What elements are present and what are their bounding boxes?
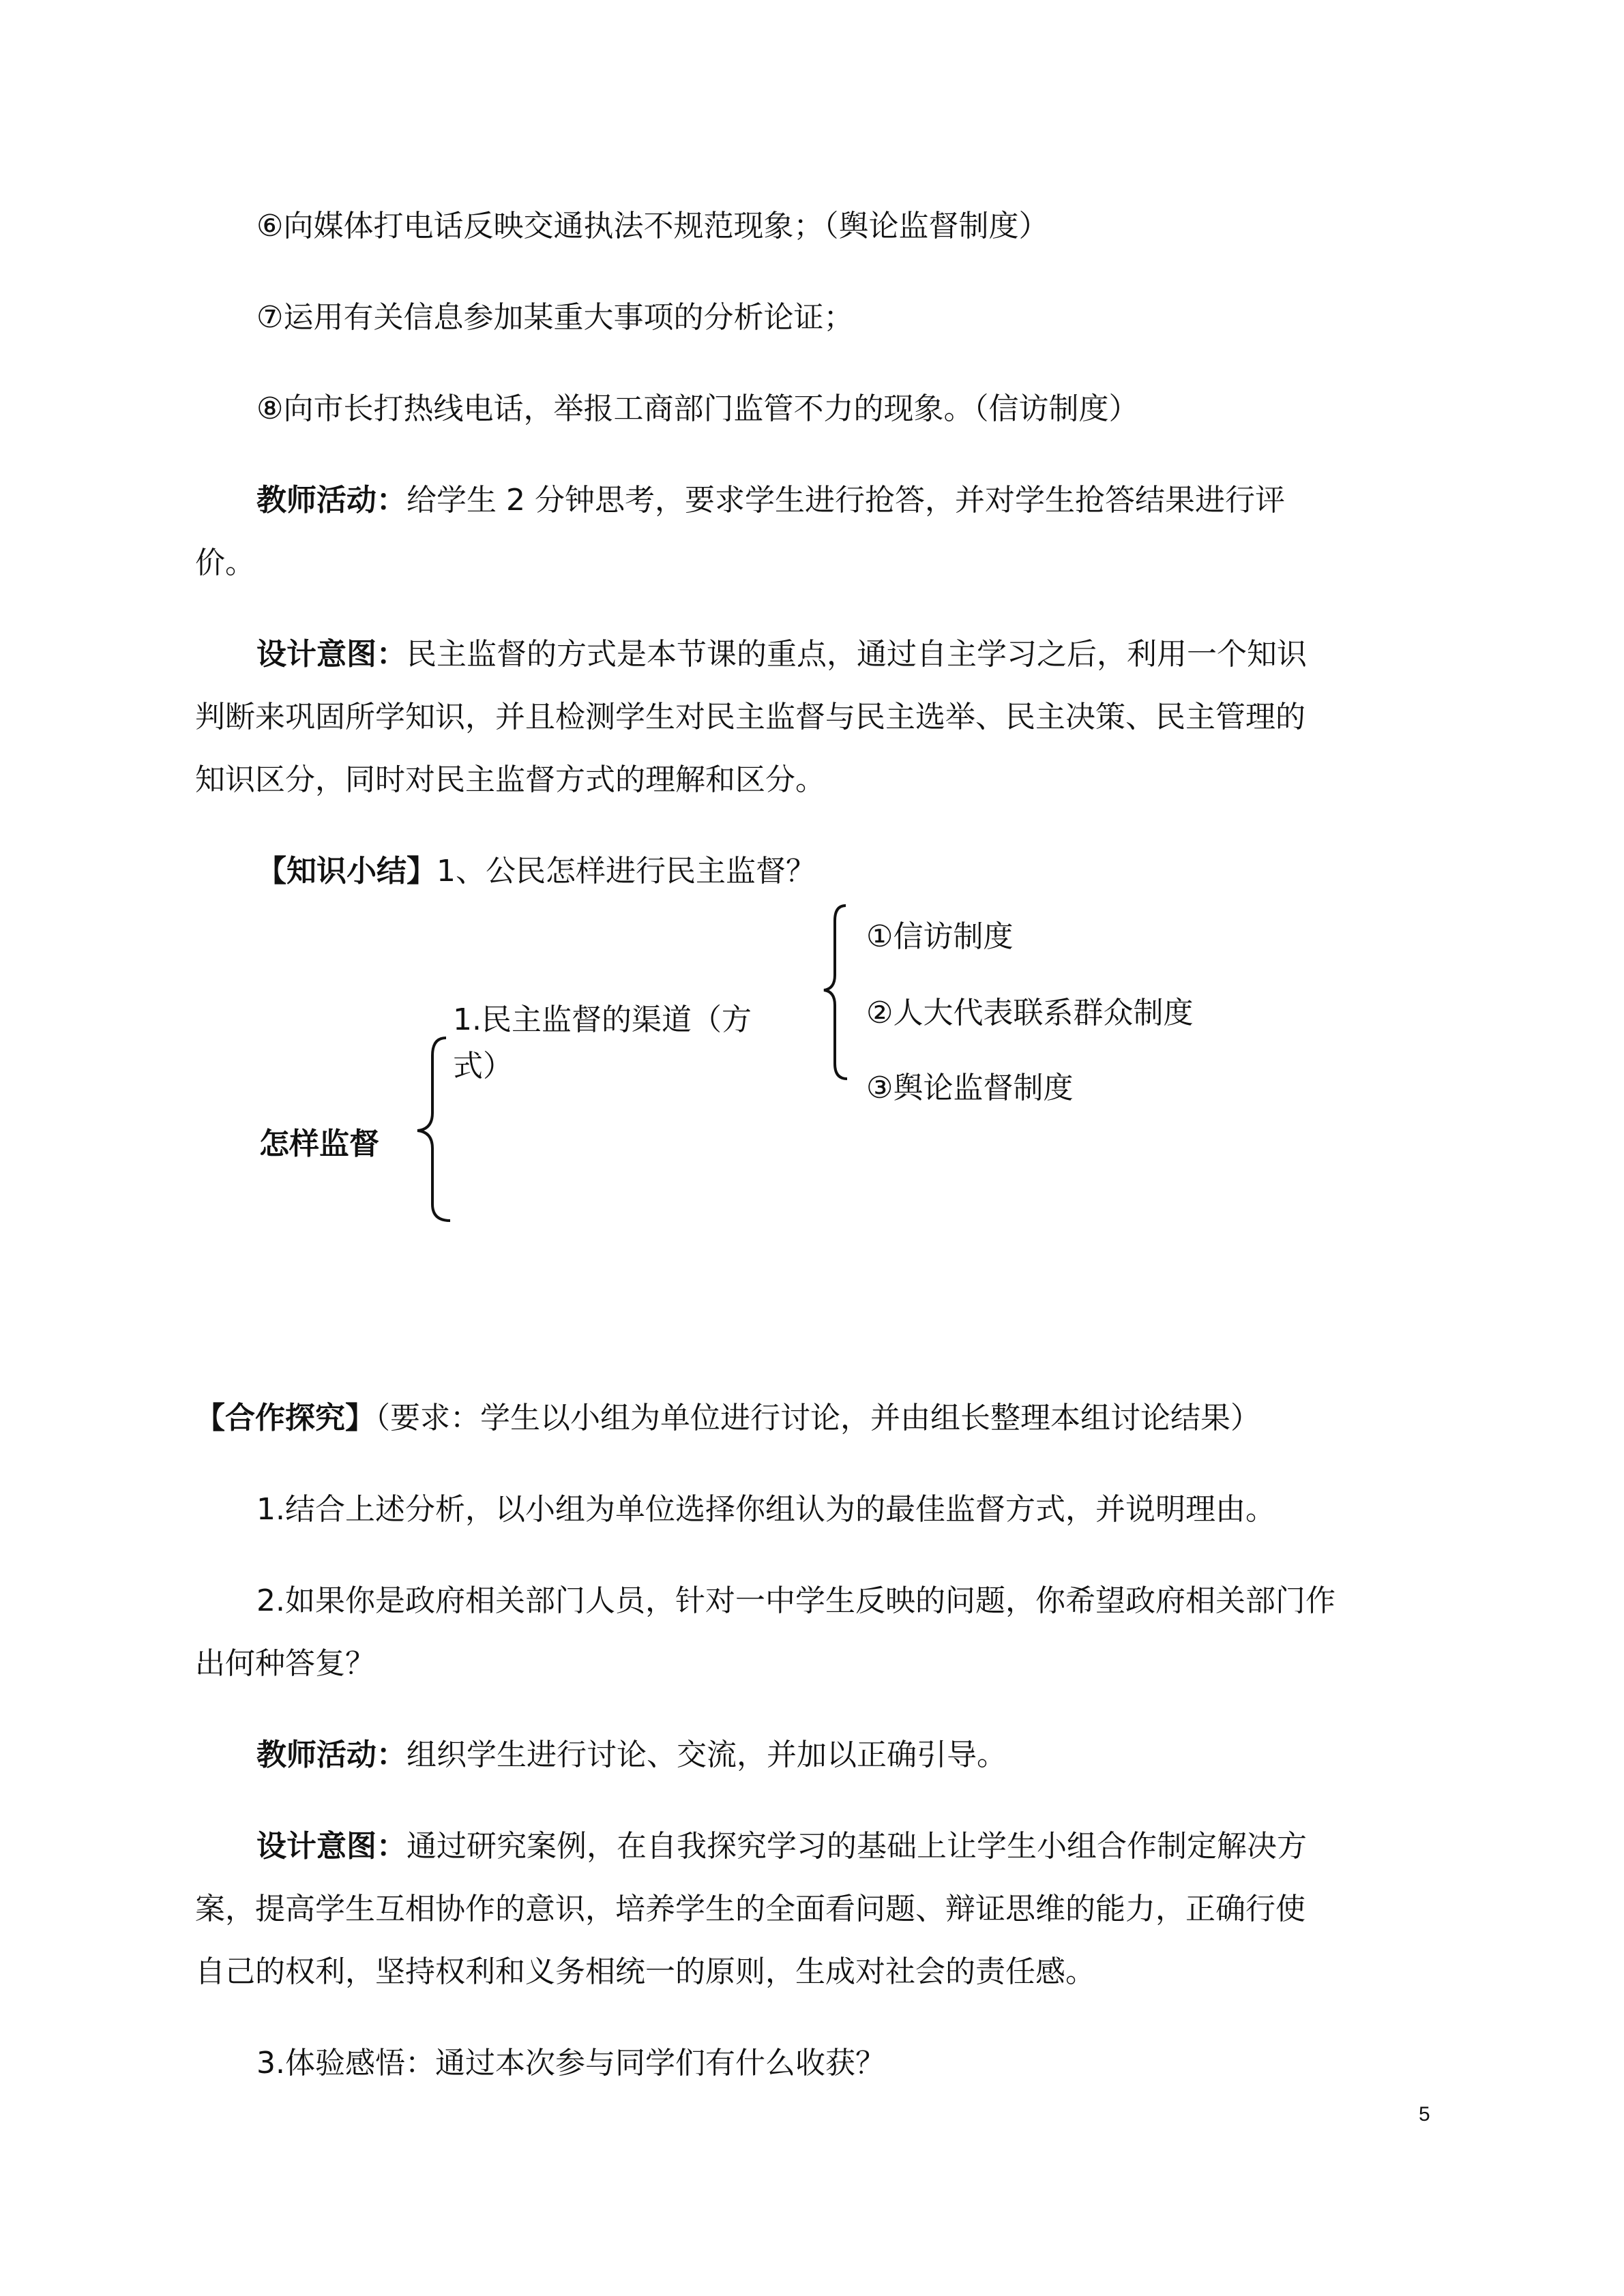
item-7: ⑦运用有关信息参加某重大事项的分析论证； bbox=[256, 300, 854, 335]
design-intent-label: 设计意图： bbox=[256, 637, 407, 672]
inner-brace bbox=[824, 906, 847, 1079]
design-intent-2-line3: 自己的权利，坚持权利和义务相统一的原则，生成对社会的责任感。 bbox=[195, 1954, 1095, 1989]
design-intent-2-line2: 案，提高学生互相协作的意识，培养学生的全面看问题、辩证思维的能力，正确行使 bbox=[195, 1892, 1305, 1926]
design-intent-1-line2: 判断来巩固所学知识，并且检测学生对民主监督与民主选举、民主决策、民主管理的 bbox=[195, 700, 1305, 734]
design-intent-1-line3: 知识区分，同时对民主监督方式的理解和区分。 bbox=[195, 762, 825, 797]
diagram-root: 怎样监督 bbox=[259, 1127, 379, 1161]
outer-brace bbox=[417, 1038, 450, 1221]
knowledge-summary-question: 1、公民怎样进行民主监督？ bbox=[437, 854, 816, 889]
question-1: 1.结合上述分析，以小组为单位选择你组认为的最佳监督方式，并说明理由。 bbox=[256, 1492, 1275, 1527]
question-3: 3.体验感悟：通过本次参与同学们有什么收获？ bbox=[256, 2046, 885, 2081]
design-intent-2 bbox=[256, 1828, 1307, 1866]
diagram-leaf-2: ②人大代表联系群众制度 bbox=[866, 996, 1194, 1030]
design-intent-2-text: 通过研究案例，在自我探究学习的基础上让学生小组合作制定解决方 bbox=[407, 1829, 1307, 1864]
cooperative-inquiry-label: 【合作探究】 bbox=[195, 1401, 375, 1435]
design-intent-2-label: 设计意图： bbox=[256, 1829, 407, 1864]
diagram-leaf-1: ①信访制度 bbox=[866, 919, 1014, 954]
diagram-branch-line1: 1.民主监督的渠道（方 bbox=[453, 1002, 752, 1037]
teacher-activity-label: 教师活动： bbox=[256, 483, 407, 518]
cooperative-inquiry-text: （要求：学生以小组为单位进行讨论，并由组长整理本组讨论结果） bbox=[375, 1401, 1260, 1435]
teacher-activity-1-cont: 价。 bbox=[195, 546, 255, 580]
page-number: 5 bbox=[1419, 2103, 1430, 2126]
question-2-cont: 出何种答复？ bbox=[195, 1646, 375, 1681]
knowledge-summary-label: 【知识小结】 bbox=[256, 854, 437, 889]
design-intent-text: 民主监督的方式是本节课的重点，通过自主学习之后，利用一个知识 bbox=[407, 637, 1307, 672]
diagram-leaf-3-clip bbox=[866, 1069, 1344, 1105]
teacher-activity-text: 给学生 2 分钟思考，要求学生进行抢答，并对学生抢答结果进行评 bbox=[407, 483, 1285, 518]
cooperative-inquiry bbox=[195, 1399, 1260, 1437]
item-8: ⑧向市长打热线电话，举报工商部门监管不力的现象。（信访制度） bbox=[256, 391, 1139, 426]
teacher-activity-2-label: 教师活动： bbox=[256, 1738, 407, 1772]
diagram-leaf-3: ③舆论监督制度 bbox=[866, 1071, 1074, 1105]
teacher-activity-2 bbox=[256, 1736, 1007, 1774]
teacher-activity-2-text: 组织学生进行讨论、交流，并加以正确引导。 bbox=[407, 1738, 1007, 1772]
diagram-branch-line2: 式） bbox=[453, 1049, 513, 1084]
question-2: 2.如果你是政府相关部门人员，针对一中学生反映的问题，你希望政府相关部门作 bbox=[256, 1583, 1335, 1618]
item-6: ⑥向媒体打电话反映交通执法不规范现象；（舆论监督制度） bbox=[256, 209, 1049, 243]
